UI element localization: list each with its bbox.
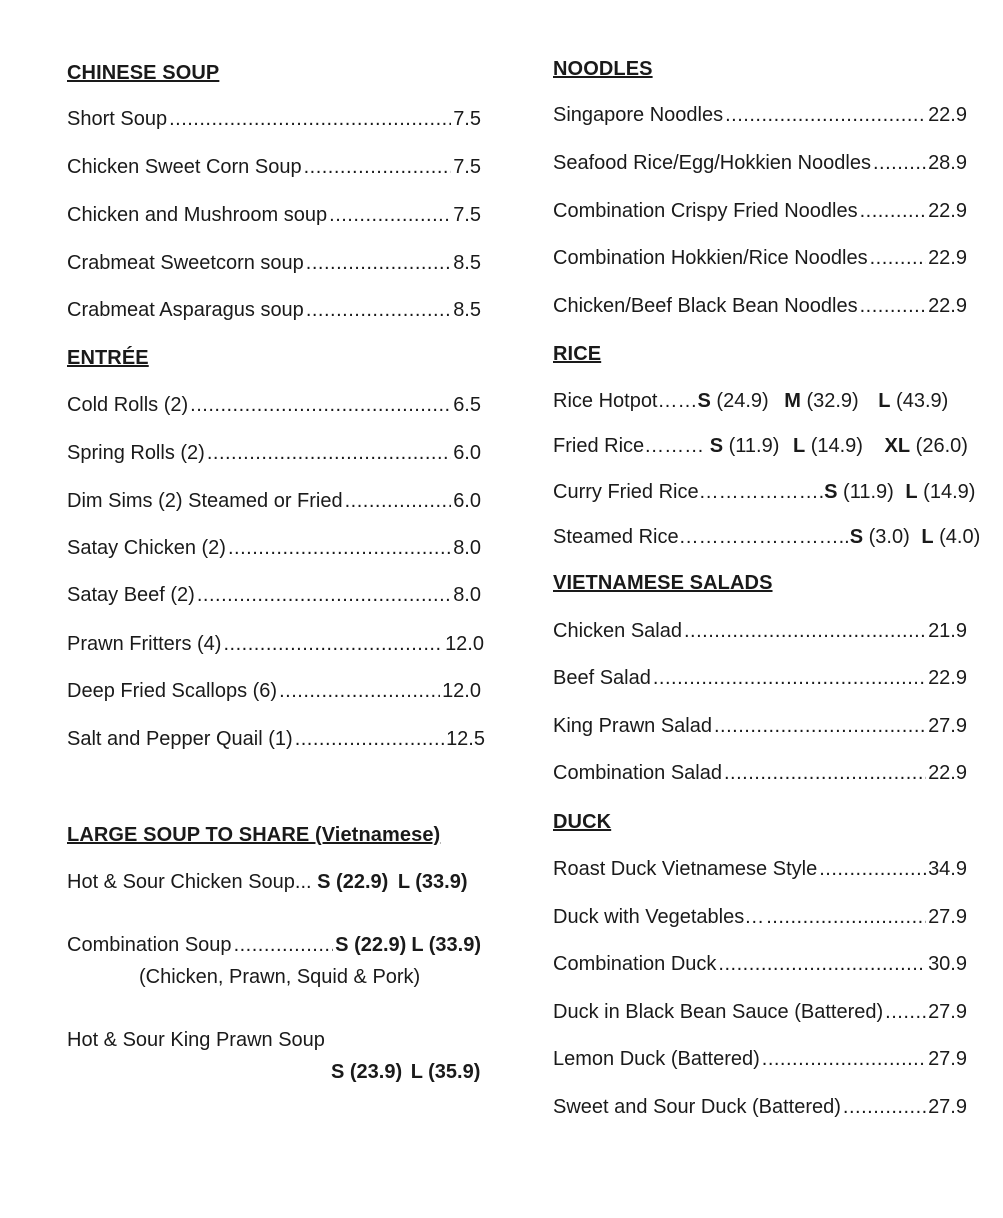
rice-item-hotpot bbox=[553, 390, 948, 413]
item-name: Lemon Duck (Battered) bbox=[553, 1048, 760, 1070]
item-price-small: S (22.9) bbox=[335, 934, 407, 956]
item-name: Satay Chicken (2) bbox=[67, 537, 226, 559]
item-name: Combination Soup bbox=[67, 934, 232, 956]
rice-item-fried bbox=[553, 435, 968, 458]
large-soup-item bbox=[67, 871, 468, 894]
item-name: Roast Duck Vietnamese Style bbox=[553, 858, 818, 880]
menu-item bbox=[67, 204, 481, 227]
menu-item bbox=[553, 295, 967, 318]
menu-item bbox=[67, 252, 481, 275]
item-name: Short Soup bbox=[67, 108, 168, 130]
item-name: Sweet and Sour Duck (Battered) bbox=[553, 1096, 841, 1118]
size-price: (32.9) bbox=[806, 390, 859, 412]
size-label: S bbox=[697, 390, 711, 412]
item-price: 6.5 bbox=[453, 394, 481, 416]
item-name: Cold Rolls (2) bbox=[67, 394, 189, 416]
size-price: (3.0) bbox=[868, 526, 910, 548]
rice-item-steamed bbox=[553, 526, 980, 549]
menu-item bbox=[553, 200, 967, 223]
size-price: (14.9) bbox=[923, 481, 976, 503]
item-price: 22.9 bbox=[928, 762, 967, 784]
item-price-large: L (35.9) bbox=[410, 1061, 481, 1083]
menu-item bbox=[553, 762, 967, 785]
item-name: Crabmeat Sweetcorn soup bbox=[67, 252, 304, 274]
item-price: 22.9 bbox=[928, 104, 967, 126]
menu-item bbox=[553, 1001, 967, 1024]
item-name: Rice Hotpot…… bbox=[553, 390, 698, 412]
item-name: Duck in Black Bean Sauce (Battered) bbox=[553, 1001, 884, 1023]
item-price: 12.0 bbox=[445, 633, 484, 655]
size-price: (11.9) bbox=[843, 481, 894, 503]
item-price: 30.9 bbox=[928, 953, 967, 975]
menu-item bbox=[67, 584, 481, 607]
section-title-large-soup: LARGE SOUP TO SHARE (Vietnamese) bbox=[67, 824, 441, 846]
menu-item bbox=[553, 715, 967, 738]
item-price-large: L (33.9) bbox=[411, 934, 481, 956]
size-price: (43.9) bbox=[896, 390, 949, 412]
item-price: 34.9 bbox=[928, 858, 967, 880]
menu-item bbox=[553, 152, 967, 175]
item-name: Chicken/Beef Black Bean Noodles bbox=[553, 295, 858, 317]
menu-item bbox=[553, 906, 967, 929]
item-price: 27.9 bbox=[928, 1001, 967, 1023]
menu-item bbox=[67, 490, 481, 513]
item-price-small: S (22.9) bbox=[317, 871, 389, 893]
item-price: 8.0 bbox=[453, 584, 481, 606]
item-name: Chicken Sweet Corn Soup bbox=[67, 156, 302, 178]
item-name: Combination Hokkien/Rice Noodles bbox=[553, 247, 868, 269]
menu-item bbox=[553, 1096, 967, 1119]
item-price: 22.9 bbox=[928, 247, 967, 269]
menu-item bbox=[553, 247, 967, 270]
item-name: Satay Beef (2) bbox=[67, 584, 195, 606]
item-price-large: L (33.9) bbox=[397, 871, 468, 893]
item-price: 12.5 bbox=[446, 728, 485, 750]
item-price-small: S (23.9) bbox=[331, 1061, 403, 1083]
item-price: 6.0 bbox=[453, 442, 481, 464]
item-price: 27.9 bbox=[928, 1048, 967, 1070]
size-price: (24.9) bbox=[716, 390, 769, 412]
size-label: M bbox=[784, 390, 801, 412]
item-note: (Chicken, Prawn, Squid & Pork) bbox=[139, 966, 421, 988]
item-name: Beef Salad bbox=[553, 667, 651, 689]
item-price: 27.9 bbox=[928, 906, 967, 928]
size-price: (11.9) bbox=[728, 435, 780, 457]
item-price: 27.9 bbox=[928, 715, 967, 737]
item-name: Combination Duck bbox=[553, 953, 717, 975]
size-price: (4.0) bbox=[939, 526, 981, 548]
item-name: Deep Fried Scallops (6) bbox=[67, 680, 278, 702]
item-name: Chicken and Mushroom soup bbox=[67, 204, 328, 226]
menu-item bbox=[553, 1048, 967, 1071]
size-label: S bbox=[709, 435, 724, 457]
section-title-salads: VIETNAMESE SALADS bbox=[553, 572, 773, 594]
item-name: Combination Salad bbox=[553, 762, 722, 784]
item-price: 8.0 bbox=[453, 537, 481, 559]
item-price: 22.9 bbox=[928, 667, 967, 689]
item-price: 22.9 bbox=[928, 200, 967, 222]
menu-item bbox=[67, 537, 481, 560]
menu-item bbox=[553, 858, 967, 881]
item-name: Combination Crispy Fried Noodles bbox=[553, 200, 858, 222]
section-title-noodles: NOODLES bbox=[553, 58, 653, 80]
item-name: Curry Fried Rice………………. bbox=[553, 481, 825, 503]
size-label: S bbox=[849, 526, 864, 548]
item-name: Hot & Sour Chicken Soup... bbox=[67, 871, 312, 893]
rice-item-curry bbox=[553, 481, 975, 504]
large-soup-item bbox=[67, 934, 481, 957]
item-name: Chicken Salad bbox=[553, 620, 682, 642]
menu-item bbox=[67, 394, 481, 417]
size-label: L bbox=[878, 390, 891, 412]
item-name: Salt and Pepper Quail (1) bbox=[67, 728, 293, 750]
size-label: XL bbox=[884, 435, 911, 457]
item-price: 21.9 bbox=[928, 620, 967, 642]
item-price: 7.5 bbox=[453, 108, 481, 130]
item-price: 27.9 bbox=[928, 1096, 967, 1118]
item-price: 22.9 bbox=[928, 295, 967, 317]
item-name: Spring Rolls (2) bbox=[67, 442, 205, 464]
menu-item bbox=[67, 108, 481, 131]
item-price: 8.5 bbox=[453, 252, 481, 274]
item-name: Duck with Vegetables… bbox=[553, 906, 765, 928]
menu-item bbox=[553, 620, 967, 643]
large-soup-prices bbox=[331, 1061, 480, 1084]
size-label: L bbox=[921, 526, 934, 548]
item-name: Steamed Rice…………………….. bbox=[553, 526, 850, 548]
size-price: (14.9) bbox=[810, 435, 863, 457]
menu-item bbox=[553, 104, 967, 127]
item-price: 6.0 bbox=[453, 490, 481, 512]
menu-item bbox=[67, 680, 481, 703]
section-title-rice: RICE bbox=[553, 343, 602, 365]
item-name: Fried Rice……… bbox=[553, 435, 710, 457]
menu-item bbox=[67, 156, 481, 179]
menu-item bbox=[67, 442, 481, 465]
item-name: Dim Sims (2) Steamed or Fried bbox=[67, 490, 343, 512]
item-name: Crabmeat Asparagus soup bbox=[67, 299, 304, 321]
item-price: 12.0 bbox=[442, 680, 481, 702]
item-name: Prawn Fritters (4) bbox=[67, 633, 222, 655]
menu-item bbox=[553, 667, 967, 690]
size-label: L bbox=[792, 435, 806, 457]
item-price: 28.9 bbox=[928, 152, 967, 174]
item-name: King Prawn Salad bbox=[553, 715, 712, 737]
item-price: 7.5 bbox=[453, 204, 481, 226]
item-name: Singapore Noodles bbox=[553, 104, 724, 126]
menu-item bbox=[67, 728, 485, 751]
item-price: 7.5 bbox=[453, 156, 481, 178]
item-price: 8.5 bbox=[453, 299, 481, 321]
menu-item bbox=[553, 953, 967, 976]
size-label: S bbox=[824, 481, 838, 503]
section-title-entree: ENTRÉE bbox=[67, 347, 149, 369]
size-label: L bbox=[905, 481, 918, 503]
section-title-chinese-soup: CHINESE SOUP bbox=[67, 62, 220, 84]
section-title-duck: DUCK bbox=[553, 811, 612, 833]
item-name: Seafood Rice/Egg/Hokkien Noodles bbox=[553, 152, 871, 174]
size-price: (26.0) bbox=[915, 435, 968, 457]
item-name: Hot & Sour King Prawn Soup bbox=[67, 1029, 325, 1051]
menu-item bbox=[67, 299, 481, 322]
menu-item bbox=[67, 633, 484, 656]
